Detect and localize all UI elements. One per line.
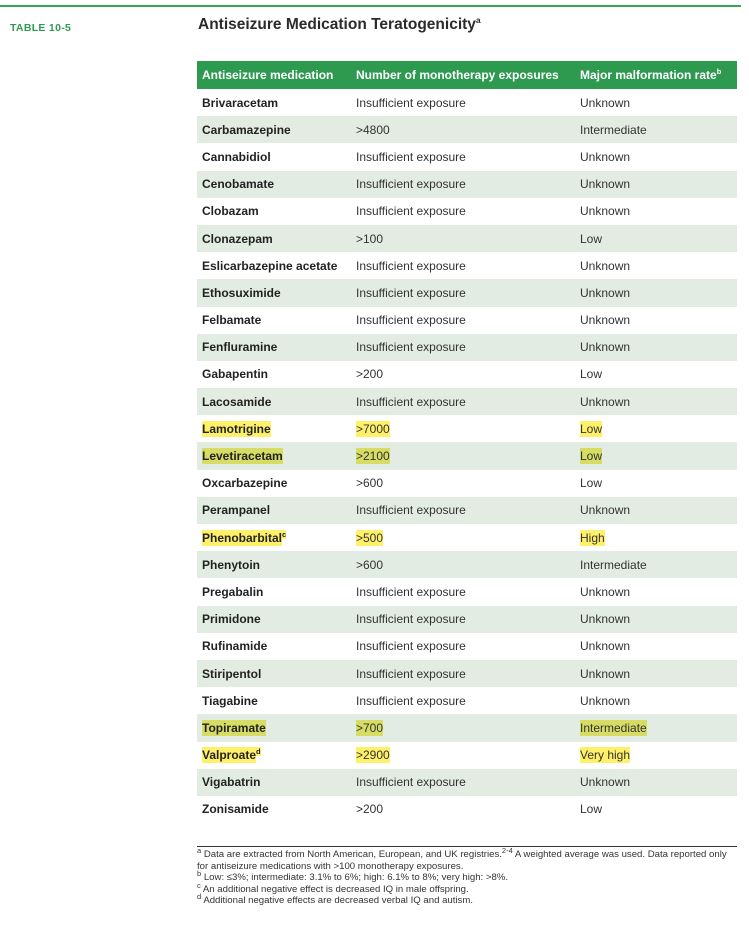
- table-row: [197, 606, 737, 633]
- rate-value: Low: [580, 231, 603, 246]
- exposures-cell: [352, 150, 576, 164]
- medication-name: Gabapentin: [202, 367, 269, 382]
- rate-cell: [576, 802, 737, 816]
- footnote-reference: 2-4: [501, 845, 513, 855]
- medication-cell: [197, 259, 352, 273]
- medication-name: Phenobarbital: [202, 530, 283, 545]
- exposures-cell: [352, 531, 576, 545]
- medication-cell: [197, 775, 352, 789]
- exposures-cell: [352, 558, 576, 572]
- exposures-value: >700: [356, 720, 384, 735]
- rate-cell: [576, 585, 737, 599]
- medication-cell: [197, 204, 352, 218]
- medication-cell: [197, 177, 352, 191]
- exposures-cell: [352, 177, 576, 191]
- exposures-value: >7000: [356, 421, 390, 436]
- teratogenicity-table: [197, 61, 737, 823]
- table-row: [197, 742, 737, 769]
- exposures-value: Insufficient exposure: [356, 394, 466, 409]
- rate-value: Unknown: [580, 177, 631, 192]
- exposures-cell: [352, 667, 576, 681]
- exposures-cell: [352, 123, 576, 137]
- exposures-cell: [352, 476, 576, 490]
- footnote-mark: c: [197, 880, 201, 890]
- header-malformation-rate: [576, 68, 737, 82]
- title-text: Antiseizure Medication Teratogenicity: [198, 16, 476, 33]
- medication-name: Levetiracetam: [202, 449, 283, 464]
- table-row: [197, 714, 737, 741]
- footnote-mark: d: [197, 892, 202, 902]
- rate-value: Low: [580, 449, 603, 464]
- medication-cell: [197, 395, 352, 409]
- rate-cell: [576, 694, 737, 708]
- medication-name: Clonazepam: [202, 231, 273, 246]
- medication-name: Stiripentol: [202, 666, 262, 681]
- table-row: [197, 198, 737, 225]
- rate-value: Unknown: [580, 503, 631, 518]
- medication-cell: [197, 558, 352, 572]
- rate-value: Low: [580, 476, 603, 491]
- footnote-text-continued: A weighted average was used. Data reported only for antiseizure medications with >100 monotherapy exposures.: [197, 849, 727, 872]
- medication-cell: [197, 313, 352, 327]
- rate-cell: [576, 96, 737, 110]
- exposures-cell: [352, 503, 576, 517]
- rate-value: Low: [580, 802, 603, 817]
- rate-value: Unknown: [580, 775, 631, 790]
- header-rate-text: Major malformation rate: [580, 68, 717, 82]
- exposures-cell: [352, 286, 576, 300]
- medication-footnote-mark: d: [256, 747, 261, 757]
- medication-cell: [197, 422, 352, 436]
- rate-value: Unknown: [580, 258, 631, 273]
- exposures-cell: [352, 232, 576, 246]
- rate-cell: [576, 558, 737, 572]
- table-row: [197, 279, 737, 306]
- exposures-cell: [352, 802, 576, 816]
- footnote-mark: a: [197, 845, 202, 855]
- rate-value: Very high: [580, 748, 631, 763]
- exposures-value: Insufficient exposure: [356, 177, 466, 192]
- rate-cell: [576, 667, 737, 681]
- table-row: [197, 415, 737, 442]
- table-row: [197, 551, 737, 578]
- exposures-value: Insufficient exposure: [356, 204, 466, 219]
- rate-value: Unknown: [580, 584, 631, 599]
- footnote-text: Low: ≤3%; intermediate: 3.1% to 6%; high: 6.1% to 8%; very high: >8%.: [203, 872, 509, 884]
- table-header: [197, 61, 737, 89]
- medication-name: Primidone: [202, 612, 261, 627]
- rate-value: Intermediate: [580, 122, 647, 137]
- exposures-value: Insufficient exposure: [356, 584, 466, 599]
- exposures-value: Insufficient exposure: [356, 503, 466, 518]
- table-row: [197, 497, 737, 524]
- exposures-cell: [352, 775, 576, 789]
- medication-cell: [197, 96, 352, 110]
- rate-value: Unknown: [580, 340, 631, 355]
- medication-name: Perampanel: [202, 503, 271, 518]
- rate-cell: [576, 476, 737, 490]
- table-row: [197, 307, 737, 334]
- exposures-value: >4800: [356, 122, 390, 137]
- exposures-cell: [352, 639, 576, 653]
- medication-cell: [197, 531, 352, 545]
- medication-name: Zonisamide: [202, 802, 269, 817]
- rate-value: Low: [580, 421, 603, 436]
- medication-cell: [197, 667, 352, 681]
- medication-name: Cannabidiol: [202, 149, 271, 164]
- exposures-value: >2900: [356, 748, 390, 763]
- exposures-cell: [352, 585, 576, 599]
- rate-cell: [576, 177, 737, 191]
- rate-cell: [576, 340, 737, 354]
- exposures-value: Insufficient exposure: [356, 666, 466, 681]
- exposures-value: Insufficient exposure: [356, 149, 466, 164]
- rate-cell: [576, 775, 737, 789]
- medication-cell: [197, 476, 352, 490]
- rate-value: High: [580, 530, 605, 545]
- exposures-cell: [352, 694, 576, 708]
- table-row: [197, 660, 737, 687]
- exposures-value: Insufficient exposure: [356, 313, 466, 328]
- medication-cell: [197, 612, 352, 626]
- footnote-mark: b: [197, 869, 202, 878]
- medication-cell: [197, 150, 352, 164]
- table-row: [197, 524, 737, 551]
- medication-name: Cenobamate: [202, 177, 275, 192]
- medication-name: Felbamate: [202, 313, 262, 328]
- rate-cell: [576, 422, 737, 436]
- medication-cell: [197, 503, 352, 517]
- rate-value: Unknown: [580, 612, 631, 627]
- rate-cell: [576, 367, 737, 381]
- table-row: [197, 225, 737, 252]
- exposures-cell: [352, 748, 576, 762]
- rate-cell: [576, 286, 737, 300]
- medication-cell: [197, 639, 352, 653]
- footnote: [197, 892, 737, 907]
- exposures-cell: [352, 612, 576, 626]
- medication-cell: [197, 585, 352, 599]
- table-body: [197, 89, 737, 823]
- table-row: [197, 252, 737, 279]
- footnote: [197, 845, 737, 872]
- exposures-cell: [352, 259, 576, 273]
- medication-name: Oxcarbazepine: [202, 476, 288, 491]
- exposures-value: >200: [356, 802, 384, 817]
- medication-name: Fenfluramine: [202, 340, 278, 355]
- exposures-value: Insufficient exposure: [356, 693, 466, 708]
- footnotes: [197, 845, 737, 907]
- table-row: [197, 89, 737, 116]
- exposures-value: Insufficient exposure: [356, 258, 466, 273]
- exposures-value: Insufficient exposure: [356, 775, 466, 790]
- table-row: [197, 687, 737, 714]
- rate-value: Low: [580, 367, 603, 382]
- exposures-value: >200: [356, 367, 384, 382]
- rate-value: Unknown: [580, 95, 631, 110]
- rate-value: Unknown: [580, 204, 631, 219]
- header-exposures: Number of monotherapy exposures: [356, 68, 559, 82]
- exposures-value: Insufficient exposure: [356, 612, 466, 627]
- footnote-rule: [197, 846, 737, 847]
- exposures-cell: [352, 395, 576, 409]
- exposures-cell: [352, 367, 576, 381]
- medication-cell: [197, 721, 352, 735]
- table-row: [197, 334, 737, 361]
- medication-name: Tiagabine: [202, 693, 258, 708]
- table-row: [197, 361, 737, 388]
- rate-value: Unknown: [580, 313, 631, 328]
- rate-cell: [576, 204, 737, 218]
- rate-value: Unknown: [580, 666, 631, 681]
- medication-name: Pregabalin: [202, 584, 264, 599]
- table-row: [197, 388, 737, 415]
- rate-value: Unknown: [580, 639, 631, 654]
- medication-name: Lacosamide: [202, 394, 272, 409]
- medication-name: Ethosuximide: [202, 285, 281, 300]
- rate-cell: [576, 503, 737, 517]
- table-row: [197, 171, 737, 198]
- table-row: [197, 578, 737, 605]
- exposures-cell: [352, 449, 576, 463]
- medication-footnote-mark: c: [282, 529, 287, 539]
- exposures-cell: [352, 313, 576, 327]
- table-row: [197, 143, 737, 170]
- rate-cell: [576, 612, 737, 626]
- footnote-text: Data are extracted from North American, European, and UK registries.: [203, 849, 502, 860]
- rate-value: Unknown: [580, 149, 631, 164]
- footnote-text: An additional negative effect is decreased IQ in male offspring.: [202, 883, 469, 895]
- medication-name: Brivaracetam: [202, 95, 279, 110]
- rate-cell: [576, 150, 737, 164]
- table-row: [197, 116, 737, 143]
- medication-cell: [197, 802, 352, 816]
- exposures-cell: [352, 721, 576, 735]
- rate-cell: [576, 531, 737, 545]
- footnote-text: Additional negative effects are decreased verbal IQ and autism.: [203, 895, 473, 907]
- medication-name: Phenytoin: [202, 557, 261, 572]
- rate-value: Unknown: [580, 693, 631, 708]
- exposures-value: >600: [356, 557, 384, 572]
- rate-value: Unknown: [580, 394, 631, 409]
- medication-name: Vigabatrin: [202, 775, 261, 790]
- exposures-cell: [352, 96, 576, 110]
- exposures-value: >100: [356, 231, 384, 246]
- medication-cell: [197, 694, 352, 708]
- rate-cell: [576, 232, 737, 246]
- exposures-value: >600: [356, 476, 384, 491]
- medication-cell: [197, 123, 352, 137]
- table-title: [198, 16, 481, 34]
- exposures-cell: [352, 422, 576, 436]
- medication-name: Clobazam: [202, 204, 259, 219]
- table-label: TABLE 10-5: [10, 22, 72, 34]
- rate-cell: [576, 748, 737, 762]
- rate-cell: [576, 639, 737, 653]
- exposures-value: >2100: [356, 449, 390, 464]
- table-row: [197, 633, 737, 660]
- medication-cell: [197, 286, 352, 300]
- rate-value: Intermediate: [580, 557, 647, 572]
- exposures-value: Insufficient exposure: [356, 340, 466, 355]
- rate-cell: [576, 123, 737, 137]
- medication-cell: [197, 367, 352, 381]
- footnote: [197, 880, 737, 896]
- medication-name: Topiramate: [202, 720, 266, 735]
- exposures-cell: [352, 204, 576, 218]
- header-rate-footnote-mark: b: [716, 67, 722, 76]
- top-rule: [0, 5, 741, 7]
- table-row: [197, 470, 737, 497]
- medication-cell: [197, 232, 352, 246]
- exposures-cell: [352, 340, 576, 354]
- medication-name: Eslicarbazepine acetate: [202, 258, 338, 273]
- exposures-value: Insufficient exposure: [356, 639, 466, 654]
- rate-value: Unknown: [580, 285, 631, 300]
- rate-cell: [576, 449, 737, 463]
- table-row: [197, 769, 737, 796]
- rate-cell: [576, 313, 737, 327]
- title-footnote-mark: a: [475, 14, 481, 25]
- rate-cell: [576, 259, 737, 273]
- footnote: [197, 869, 737, 884]
- rate-value: Intermediate: [580, 720, 647, 735]
- rate-cell: [576, 395, 737, 409]
- exposures-value: Insufficient exposure: [356, 95, 466, 110]
- exposures-value: >500: [356, 530, 384, 545]
- table-row: [197, 442, 737, 469]
- medication-cell: [197, 748, 352, 762]
- rate-cell: [576, 721, 737, 735]
- medication-name: Rufinamide: [202, 639, 268, 654]
- medication-name: Valproate: [202, 748, 257, 763]
- exposures-value: Insufficient exposure: [356, 285, 466, 300]
- medication-name: Lamotrigine: [202, 421, 271, 436]
- header-medication: Antiseizure medication: [202, 68, 334, 82]
- medication-cell: [197, 449, 352, 463]
- table-row: [197, 796, 737, 823]
- medication-name: Carbamazepine: [202, 122, 291, 137]
- medication-cell: [197, 340, 352, 354]
